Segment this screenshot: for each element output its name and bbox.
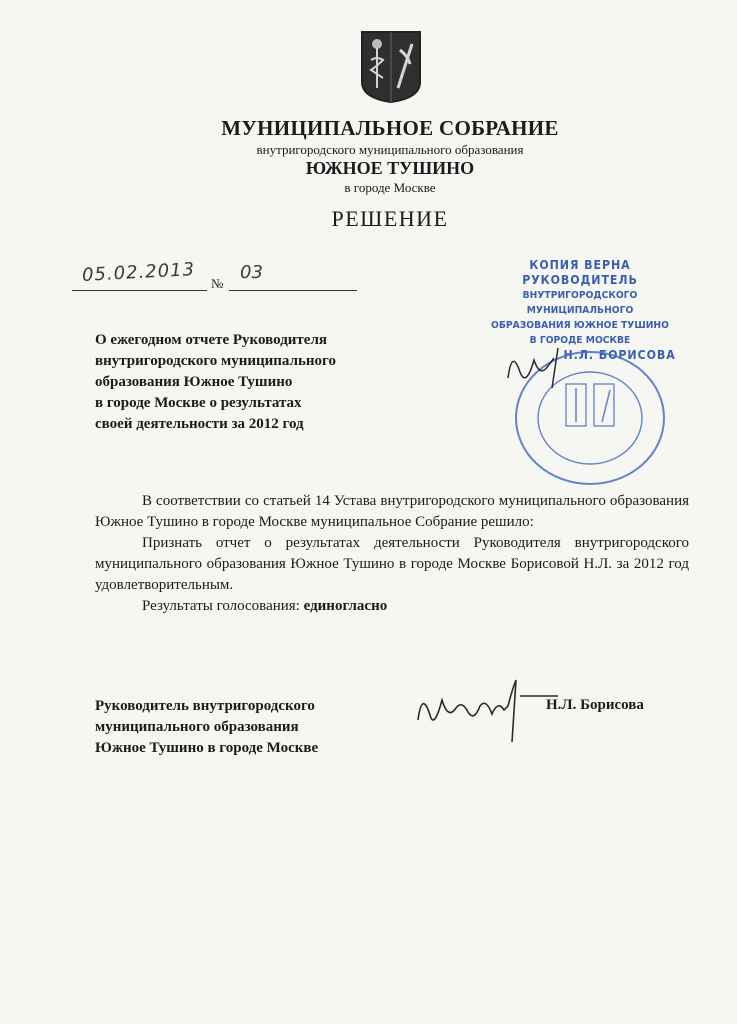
document-number: 03 — [240, 262, 263, 283]
stamp-signature — [500, 338, 610, 393]
vote-value: единогласно — [303, 598, 388, 614]
document-type: РЕШЕНИЕ — [331, 206, 449, 231]
org-subtitle: внутригородского муниципального образования — [256, 142, 524, 157]
stamp-line: ОБРАЗОВАНИЯ ЮЖНОЕ ТУШИНО — [491, 320, 669, 331]
subject-line: образования Южное Тушино — [95, 374, 293, 390]
decision-body — [95, 491, 689, 617]
stamp-line: РУКОВОДИТЕЛЬ — [522, 273, 638, 287]
decision-subject — [95, 330, 336, 435]
signatory-name: Н.Л. Борисова — [546, 697, 644, 713]
resolution-paragraph: Признать отчет о результатах деятельности Руководителя внутригородского муниципального образования Южное Тушино в городе Москве Борисовой Н.Л. за 2012 год удовлетворительным. — [95, 535, 689, 593]
subject-line: О ежегодном отчете Руководителя — [95, 332, 327, 348]
org-title: МУНИЦИПАЛЬНОЕ СОБРАНИЕ — [221, 116, 559, 140]
stamp-line: Н.Л. БОРИСОВА — [563, 348, 676, 362]
number-sign: № — [211, 276, 224, 291]
position-line: Руководитель внутригородского — [95, 698, 315, 714]
vote-label: Результаты голосования: — [142, 598, 300, 614]
stamp-line: В ГОРОДЕ МОСКВЕ — [529, 335, 631, 346]
stamp-line: КОПИЯ ВЕРНА — [529, 258, 631, 272]
subject-line: внутригородского муниципального — [95, 353, 336, 369]
coat-of-arms-icon — [360, 30, 422, 104]
position-line: муниципального образования — [95, 719, 299, 735]
handwritten-signature — [408, 670, 568, 750]
district-name: ЮЖНОЕ ТУШИНО — [305, 158, 475, 178]
subject-line: своей деятельности за 2012 год — [95, 416, 304, 432]
stamp-line: ВНУТРИГОРОДСКОГО МУНИЦИПАЛЬНОГО — [522, 290, 638, 316]
city-name: в городе Москве — [344, 180, 436, 195]
subject-line: в городе Москве о результатах — [95, 395, 302, 411]
position-line: Южное Тушино в городе Москве — [95, 740, 319, 756]
vote-result — [95, 596, 689, 617]
signatory-position — [95, 696, 318, 759]
preamble-paragraph: В соответствии со статьей 14 Устава внутригородского муниципального образования Южное Тушино в городе Москве муниципальное Собрание решило: — [95, 493, 689, 530]
document-date: 05.02.2013 — [81, 259, 196, 286]
